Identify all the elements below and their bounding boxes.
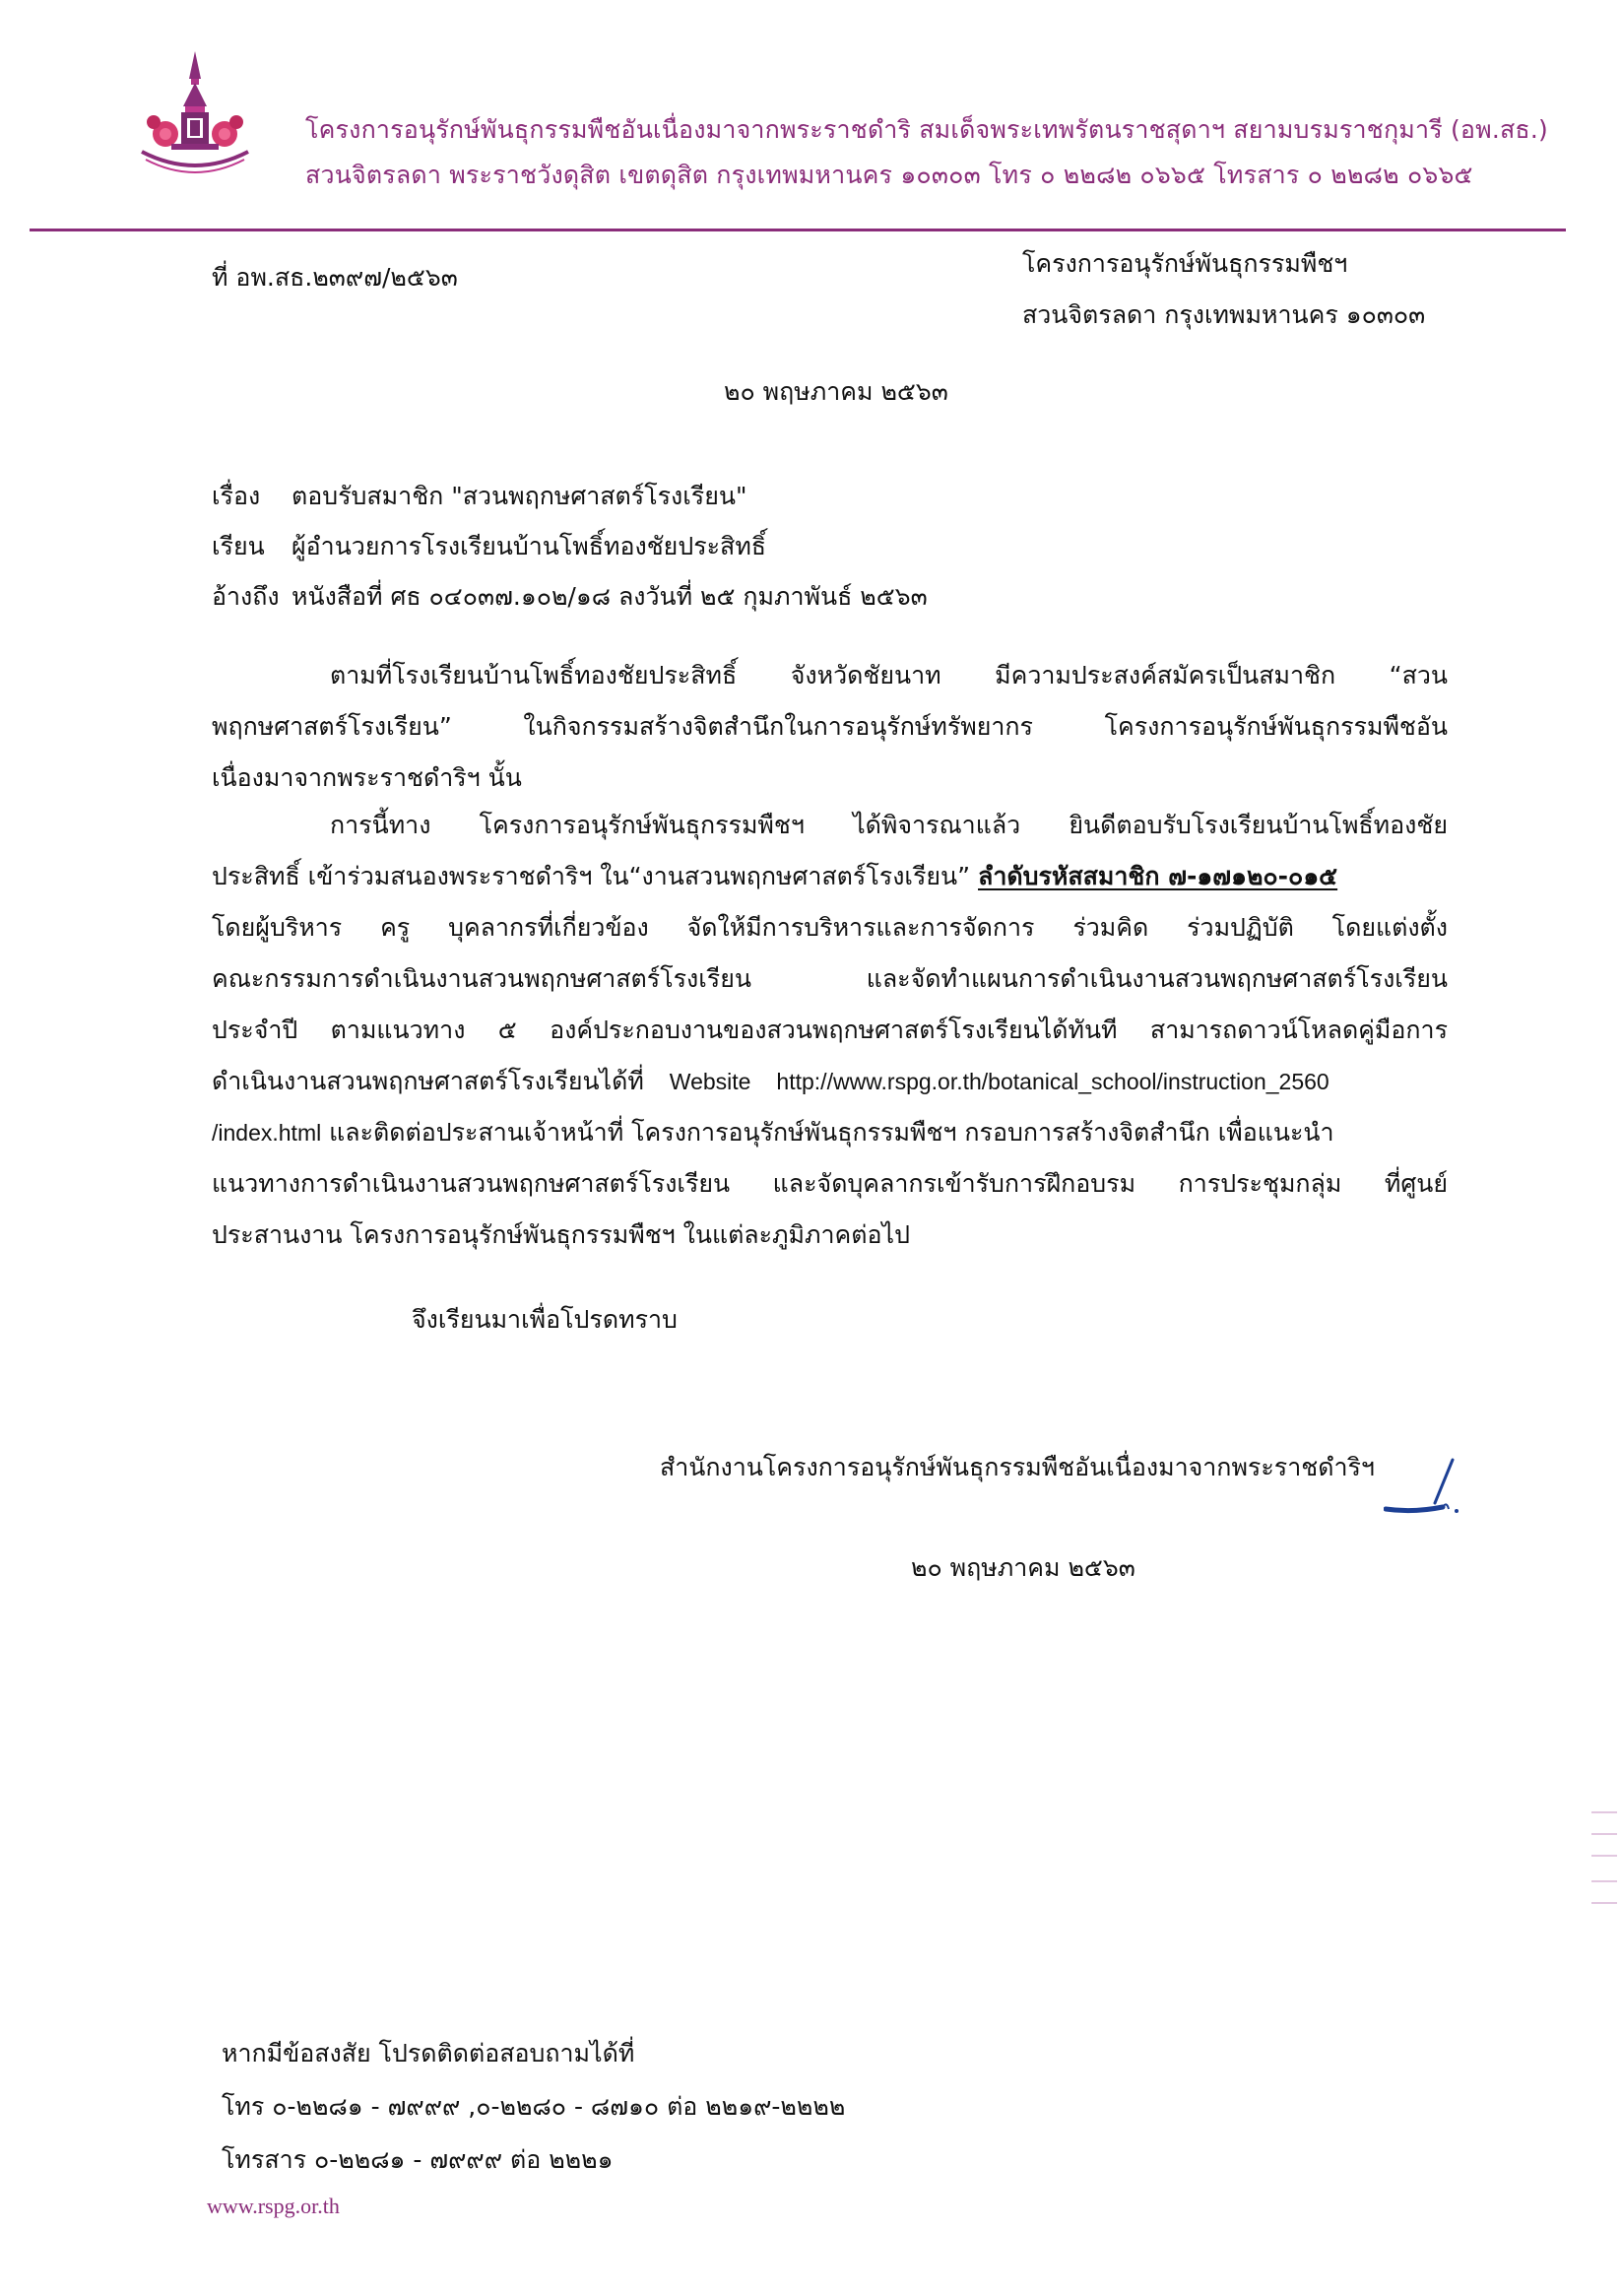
scan-edge-marks (1588, 1804, 1621, 1913)
reference-label: อ้างถึง (212, 582, 280, 611)
para2-coordination-text: และติดต่อประสานเจ้าหน้าที่ โครงการอนุรักษ์พันธุกรรมพืชฯ กรอบการสร้างจิตสำนึก เพื่อแนะนำ (321, 1118, 1334, 1147)
website-label: Website (669, 1069, 751, 1094)
para2-download-text: ดำเนินงานสวนพฤกษศาสตร์โรงเรียนได้ที่ (212, 1067, 644, 1095)
subject: ตอบรับสมาชิก "สวนพฤกษศาสตร์โรงเรียน" (292, 482, 747, 510)
recipient: ผู้อำนวยการโรงเรียนบ้านโพธิ์ทองชัยประสิทธิ์ (292, 532, 767, 560)
header-divider (30, 229, 1566, 231)
reference-document: หนังสือที่ ศธ ๐๔๐๓๗.๑๐๒/๑๘ ลงวันที่ ๒๕ กุมภาพันธ์ ๒๕๖๓ (292, 582, 928, 611)
member-code: ลำดับรหัสสมาชิก ๗-๑๗๑๒๐-๐๑๕ (978, 862, 1338, 890)
signatory: สำนักงานโครงการอนุรักษ์พันธุกรรมพืชอันเนื่องมาจากพระราชดำริฯ (660, 1453, 1375, 1481)
para2-line-5: ประจำปี ตามแนวทาง ๕ องค์ประกอบงานของสวนพฤกษศาสตร์โรงเรียนได้ทันที สามารถดาวน์โหลดคู่มือการ (212, 1016, 1448, 1044)
para2-line-7 (212, 1113, 1448, 1152)
sender-line-2: สวนจิตรลดา กรุงเทพมหานคร ๑๐๓๐๓ (1022, 300, 1426, 329)
closing-phrase: จึงเรียนมาเพื่อโปรดทราบ (412, 1305, 678, 1334)
reference-number: ที่ อพ.สธ.๒๓๙๗/๒๕๖๓ (212, 263, 458, 292)
para2-line-3: โดยผู้บริหาร ครู บุคลากรที่เกี่ยวข้อง จัดให้มีการบริหารและการจัดการ ร่วมคิด ร่วมปฏิบัติ โดยแต่งตั้ง (212, 913, 1448, 942)
to-label: เรียน (212, 532, 265, 560)
para2-line-9: ประสานงาน โครงการอนุรักษ์พันธุกรรมพืชฯ ในแต่ละภูมิภาคต่อไป (212, 1220, 910, 1249)
para1-line-2: พฤกษศาสตร์โรงเรียน” ในกิจกรรมสร้างจิตสำนึกในการอนุรักษ์ทรัพยากร โครงการอนุรักษ์พันธุกรรมพืชอัน (212, 712, 1448, 741)
para2-line-6 (212, 1062, 1448, 1101)
para1-line-3: เนื่องมาจากพระราชดำริฯ นั้น (212, 763, 522, 792)
subject-label: เรื่อง (212, 482, 261, 510)
sender-line-1: โครงการอนุรักษ์พันธุกรรมพืชฯ (1022, 249, 1348, 278)
header-line-1: โครงการอนุรักษ์พันธุกรรมพืชอันเนื่องมาจากพระราชดำริ สมเด็จพระเทพรัตนราชสุดาฯ สยามบรมราชกุมารี (อพ.สธ.) (305, 115, 1548, 144)
footer-website-link[interactable]: www.rspg.or.th (207, 2194, 340, 2218)
header-line-2: สวนจิตรลดา พระราชวังดุสิต เขตดุสิต กรุงเทพมหานคร ๑๐๓๐๓ โทร ๐ ๒๒๘๒ ๐๖๖๕ โทรสาร ๐ ๒๒๘๒ ๐๖๖๕ (305, 161, 1473, 189)
contact-fax: โทรสาร ๐-๒๒๘๑ - ๗๙๙๙ ต่อ ๒๒๒๑ (222, 2145, 614, 2174)
website-url-part-1[interactable]: http://www.rspg.or.th/botanical_school/instruction_2560 (776, 1069, 1329, 1094)
contact-intro: หากมีข้อสงสัย โปรดติดต่อสอบถามได้ที่ (222, 2039, 635, 2067)
para1-line-1: ตามที่โรงเรียนบ้านโพธิ์ทองชัยประสิทธิ์ จังหวัดชัยนาท มีความประสงค์สมัครเป็นสมาชิก “สวน (330, 661, 1448, 689)
website-url-part-2[interactable]: /index.html (212, 1120, 322, 1146)
letter-date: ๒๐ พฤษภาคม ๒๕๖๓ (724, 377, 948, 406)
para2-line-2 (212, 857, 1448, 896)
para2-line-1: การนี้ทาง โครงการอนุรักษ์พันธุกรรมพืชฯ ได้พิจารณาแล้ว ยินดีตอบรับโรงเรียนบ้านโพธิ์ทองชัย (330, 811, 1448, 839)
signature-mark (1384, 1456, 1482, 1525)
para2-line-8: แนวทางการดำเนินงานสวนพฤกษศาสตร์โรงเรียน และจัดบุคลากรเข้ารับการฝึกอบรม การประชุมกลุ่ม ที่ศูนย์ (212, 1169, 1448, 1198)
signature-date: ๒๐ พฤษภาคม ๒๕๖๓ (911, 1553, 1135, 1582)
contact-phone: โทร ๐-๒๒๘๑ - ๗๙๙๙ ,๐-๒๒๘๐ - ๘๗๑๐ ต่อ ๒๒๑๙-๒๒๒๒ (222, 2092, 846, 2121)
royal-emblem-icon (136, 49, 254, 177)
para2-line-4: คณะกรรมการดำเนินงานสวนพฤกษศาสตร์โรงเรียน และจัดทำแผนการดำเนินงานสวนพฤกษศาสตร์โรงเรียน (212, 964, 1448, 993)
para2-line-2-text: ประสิทธิ์ เข้าร่วมสนองพระราชดำริฯ ใน“งานสวนพฤกษศาสตร์โรงเรียน” (212, 862, 979, 890)
